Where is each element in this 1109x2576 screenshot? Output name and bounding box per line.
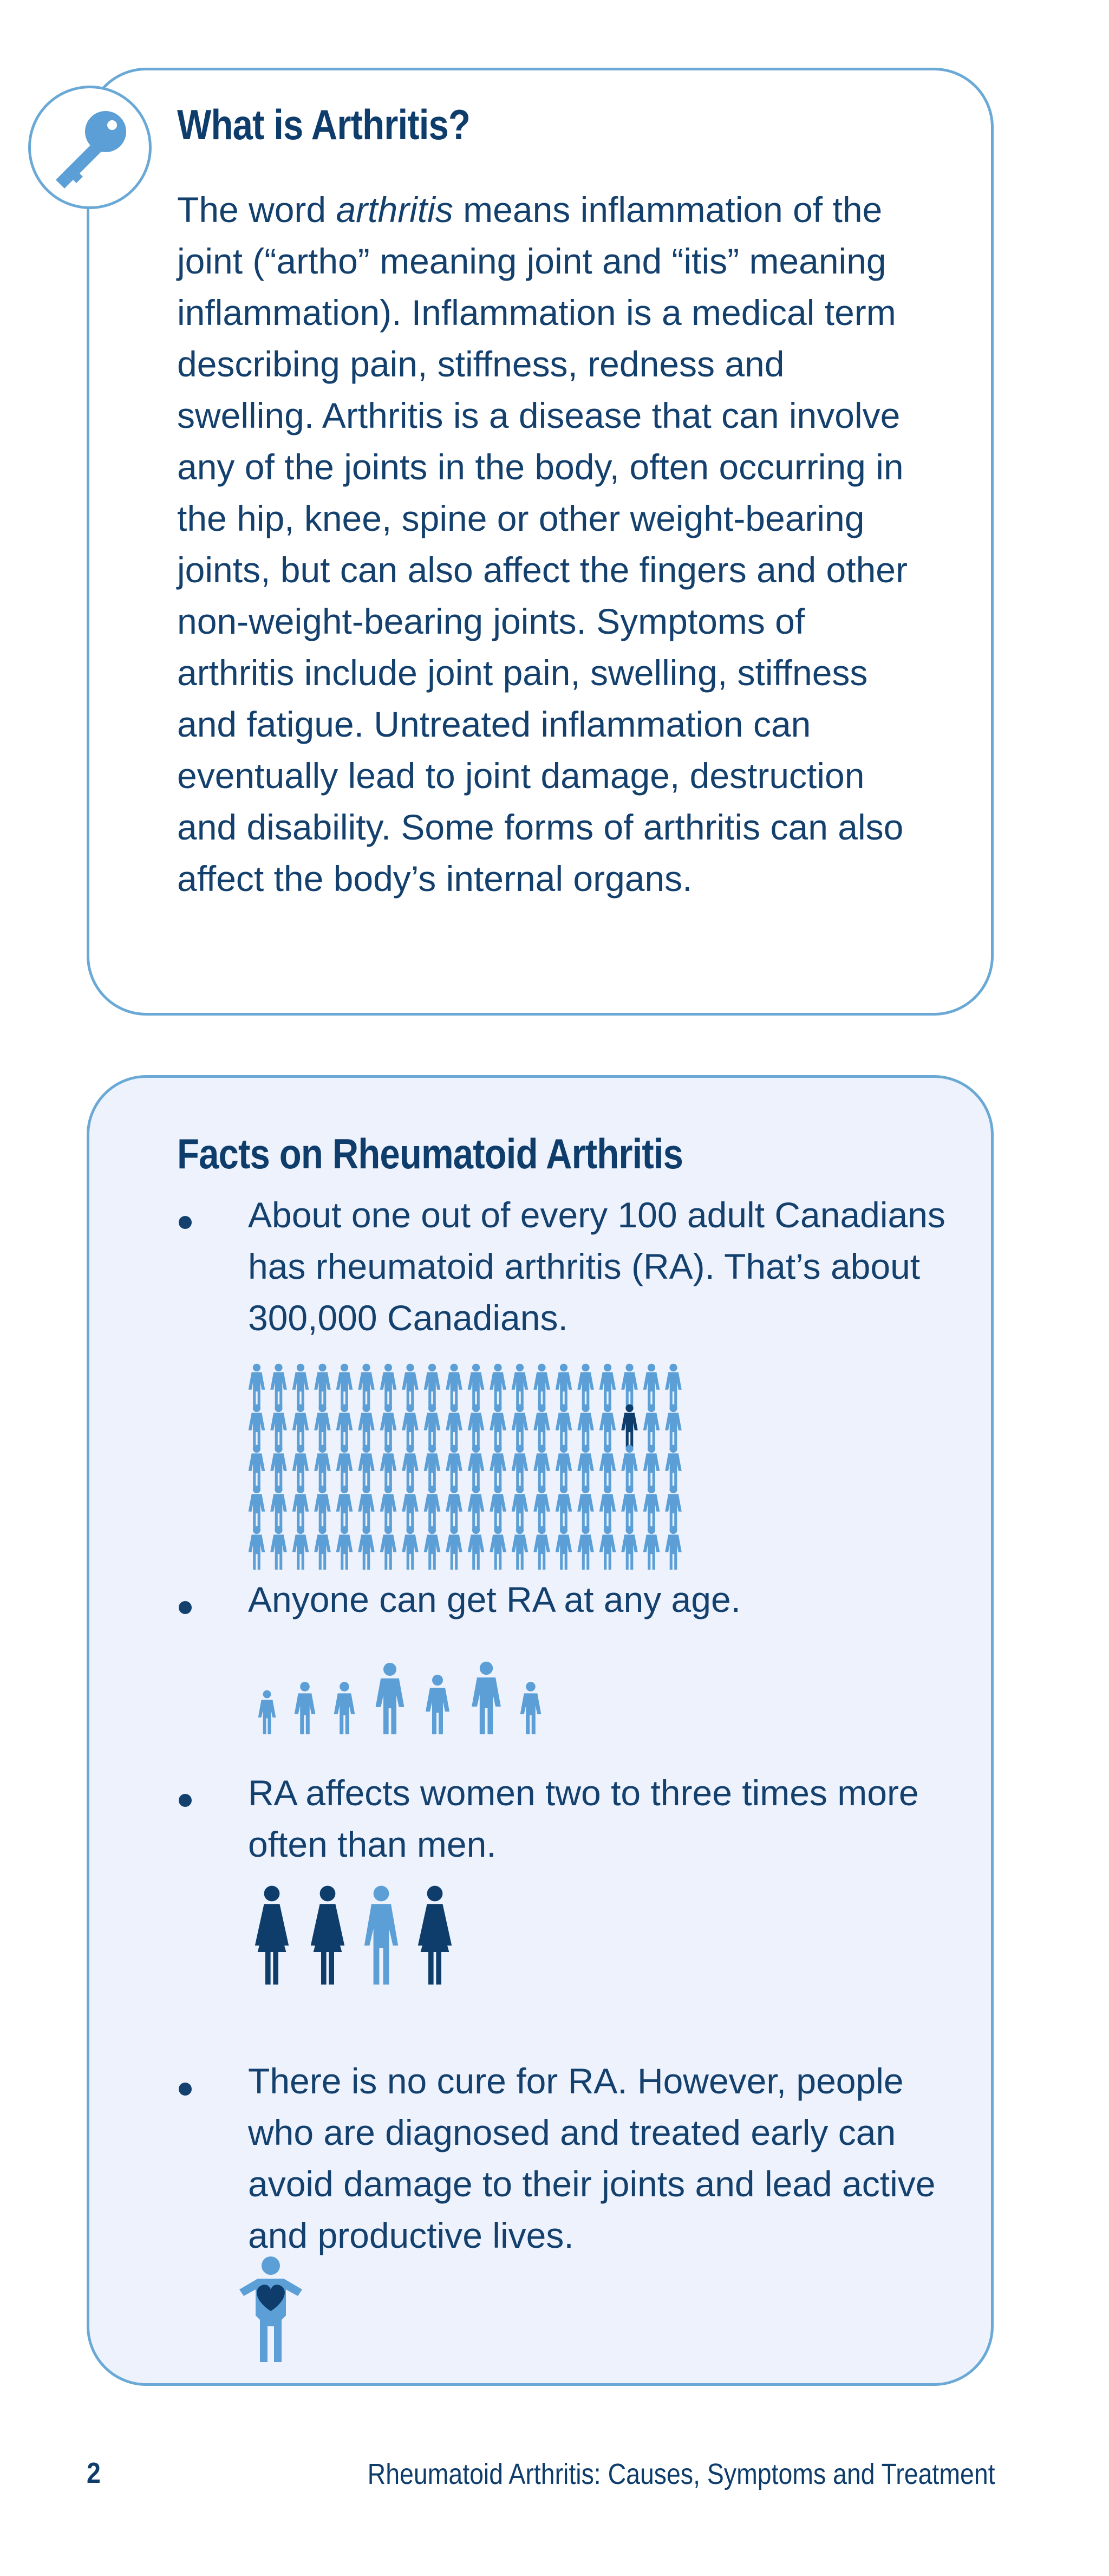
person-figure [358, 1445, 375, 1488]
person-figure [424, 1404, 441, 1448]
person-figure [533, 1526, 550, 1570]
person-figure [621, 1526, 638, 1570]
people-grid-icon [244, 1359, 677, 1565]
person-figure [424, 1445, 441, 1488]
person-figure [577, 1486, 594, 1529]
woman-figure-1 [255, 1886, 289, 1985]
person-figure [402, 1364, 419, 1407]
person-figure [468, 1404, 485, 1448]
person-figure [556, 1486, 572, 1529]
person-figure [490, 1364, 506, 1407]
key-icon [31, 88, 149, 206]
person-figure [380, 1526, 397, 1570]
key-badge [28, 86, 152, 209]
intro-before: The word [177, 190, 336, 230]
person-figure [380, 1445, 397, 1488]
person-figure [599, 1404, 616, 1448]
person-figure [380, 1486, 397, 1529]
adult-figure-2 [472, 1662, 501, 1734]
person-figure [270, 1445, 287, 1488]
person-figure [512, 1486, 529, 1529]
person-figure [336, 1445, 353, 1488]
person-figure [249, 1404, 265, 1448]
women-men-icon [244, 1879, 477, 1988]
person-figure [577, 1364, 594, 1407]
person-figure [643, 1526, 660, 1570]
bullet-2 [179, 1601, 192, 1614]
person-figure [621, 1445, 638, 1488]
person-figure [314, 1526, 331, 1570]
person-figure [314, 1364, 331, 1407]
person-figure [468, 1364, 485, 1407]
person-figure [621, 1486, 638, 1529]
person-figure [249, 1526, 265, 1570]
person-figure [270, 1364, 287, 1407]
woman-figure-3 [418, 1886, 452, 1985]
adult-figure-1 [376, 1663, 405, 1734]
person-figure [424, 1526, 441, 1570]
person-figure [556, 1445, 572, 1488]
person-figure [380, 1404, 397, 1448]
person-figure [577, 1404, 594, 1448]
person-figure [358, 1486, 375, 1529]
person-figure [402, 1445, 419, 1488]
person-figure [599, 1526, 616, 1570]
fact-1-text: About one out of every 100 adult Canadians has rheumatoid arthritis (RA). That’s about 300,000 Canadians. [248, 1195, 945, 1338]
person-figure [556, 1526, 572, 1570]
man-figure [364, 1886, 398, 1985]
bullet-4 [179, 2083, 192, 2096]
person-figure [533, 1404, 550, 1448]
fact-4-text: There is no cure for RA. However, people who are diagnosed and treated early can avoid damage to their joints and lead active and productive lives. [248, 2061, 936, 2255]
arthritis-title: What is Arthritis? [177, 101, 471, 148]
person-figure [446, 1445, 462, 1488]
person-figure [599, 1445, 616, 1488]
child-figure-2 [295, 1682, 316, 1734]
person-figure [446, 1364, 462, 1407]
person-figure [468, 1486, 485, 1529]
person-figure [292, 1526, 309, 1570]
fact-2-text: Anyone can get RA at any age. [248, 1579, 741, 1619]
person-figure [512, 1404, 529, 1448]
person-figure [468, 1526, 485, 1570]
person-figure [249, 1486, 265, 1529]
person-figure [292, 1364, 309, 1407]
footer-title: Rheumatoid Arthritis: Causes, Symptoms and Treatment [368, 2458, 995, 2490]
person-figure [643, 1445, 660, 1488]
person-figure [533, 1445, 550, 1488]
person-figure [556, 1364, 572, 1407]
person-figure [577, 1526, 594, 1570]
person-figure [336, 1486, 353, 1529]
person-figure [292, 1486, 309, 1529]
person-heart-icon [233, 2256, 309, 2364]
person-figure [402, 1526, 419, 1570]
person-figure [314, 1404, 331, 1448]
person-figure [270, 1404, 287, 1448]
child-figure-4 [520, 1682, 542, 1734]
person-figure [512, 1526, 529, 1570]
person-figure [336, 1364, 353, 1407]
person-figure [446, 1486, 462, 1529]
person-figure [249, 1364, 265, 1407]
person-figure [533, 1364, 550, 1407]
person-figure [358, 1526, 375, 1570]
bullet-1 [179, 1216, 192, 1229]
person-figure [556, 1404, 572, 1448]
person-figure [533, 1486, 550, 1529]
person-figure [314, 1486, 331, 1529]
bullet-3 [179, 1794, 192, 1807]
person-figure [577, 1445, 594, 1488]
person-figure [402, 1486, 419, 1529]
person-figure [292, 1445, 309, 1488]
person-figure [643, 1486, 660, 1529]
person-figure [490, 1486, 506, 1529]
person-figure [468, 1445, 485, 1488]
person-figure [336, 1526, 353, 1570]
person-figure [270, 1526, 287, 1570]
person-figure [270, 1486, 287, 1529]
person-figure [490, 1445, 506, 1488]
person-figure [424, 1364, 441, 1407]
person-figure [424, 1486, 441, 1529]
page-number: 2 [87, 2457, 101, 2489]
person-figure [336, 1404, 353, 1448]
person-figure [599, 1486, 616, 1529]
people-ages-icon [244, 1630, 547, 1739]
intro-italic-word: arthritis [336, 190, 453, 230]
person-figure [446, 1526, 462, 1570]
person-figure [490, 1526, 506, 1570]
person-figure [380, 1364, 397, 1407]
person-figure [358, 1364, 375, 1407]
person-figure [314, 1445, 331, 1488]
intro-after: means inflammation of the joint (“artho” meaning joint and “itis” meaning inflammation). Inflammation is a medical term describing pain, stiffness, redness and swelling. Arthritis is a disease that can involve any of the joints in the body, often occurring in the hip, knee, spine or other weight-bearing joints, but can also affect the fingers and other non-weight-bearing joints. Symptoms of arthritis include joint pain, swelling, stiffness and fatigue. Untreated inflammation can eventually lead to joint damage, destruction and disability. Some forms of arthritis can also affect the body’s internal organs. [177, 190, 908, 899]
arthritis-description [177, 184, 924, 905]
person-figure [643, 1404, 660, 1448]
woman-figure-2 [311, 1886, 344, 1985]
person-figure [643, 1364, 660, 1407]
fact-3-text: RA affects women two to three times more often than men. [248, 1773, 919, 1864]
person-figure [249, 1445, 265, 1488]
person-figure [490, 1404, 506, 1448]
person-figure [402, 1404, 419, 1448]
child-figure-3 [334, 1682, 355, 1734]
person-figure [512, 1364, 529, 1407]
person-figure [621, 1404, 638, 1448]
person-figure [292, 1404, 309, 1448]
person-figure [358, 1404, 375, 1448]
person-figure [621, 1364, 638, 1407]
person-figure [446, 1404, 462, 1448]
child-figure-1 [258, 1690, 276, 1734]
facts-title: Facts on Rheumatoid Arthritis [177, 1130, 683, 1178]
person-figure [599, 1364, 616, 1407]
person-figure [512, 1445, 529, 1488]
teen-figure [426, 1675, 449, 1734]
